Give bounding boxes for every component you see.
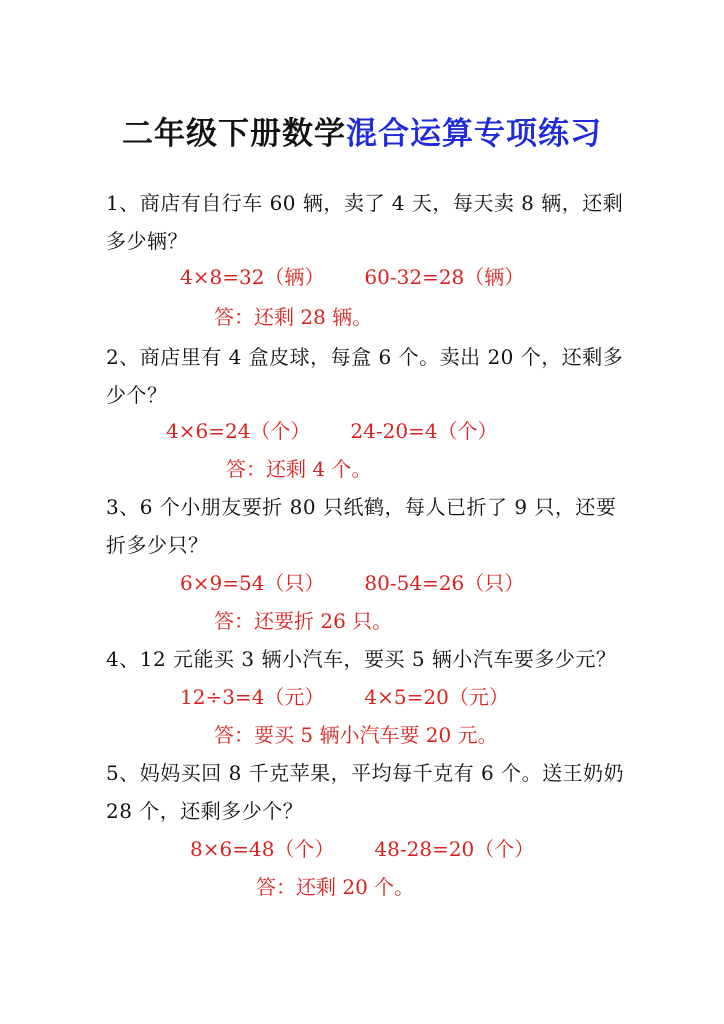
- title-grade-part: 二年级下册数学: [122, 116, 346, 152]
- problem-4-equations: [180, 678, 509, 716]
- problem-1-step-1: 4×8=32（辆）: [180, 265, 325, 289]
- problem-4-answer: 答：要买 5 辆小汽车要 20 元。: [214, 723, 498, 747]
- problem-5-question: 5、妈妈买回 8 千克苹果，平均每千克有 6 个。送王奶奶 28 个，还剩多少个？: [106, 761, 625, 823]
- problem-4-question: 4、12 元能买 3 辆小汽车，要买 5 辆小汽车要多少元？: [106, 647, 617, 671]
- problem-1-equations: [180, 258, 524, 296]
- title-topic-part: 混合运算专项练习: [346, 116, 602, 152]
- problem-3-step-1: 6×9=54（只）: [180, 571, 325, 595]
- problem-4-step-1: 12÷3=4（元）: [180, 685, 325, 709]
- problem-2-equations: [166, 412, 498, 450]
- problem-1-question: 1、商店有自行车 60 辆，卖了 4 天，每天卖 8 辆，还剩多少辆？: [106, 191, 624, 253]
- problem-3-answer: 答：还要折 26 只。: [214, 609, 393, 633]
- problem-5-step-1: 8×6=48（个）: [190, 837, 335, 861]
- problem-2-step-1: 4×6=24（个）: [166, 419, 311, 443]
- problem-3-question: 3、6 个小朋友要折 80 只纸鹤，每人已折了 9 只，还要折多少只？: [106, 495, 617, 557]
- problem-5-step-2: 48-28=20（个）: [374, 837, 535, 861]
- problem-2-question: 2、商店里有 4 盒皮球，每盒 6 个。卖出 20 个，还剩多少个？: [106, 345, 624, 407]
- problem-5-equations: [190, 830, 534, 868]
- problem-4-step-2: 4×5=20（元）: [364, 685, 509, 709]
- problem-2-answer: 答：还剩 4 个。: [226, 457, 372, 481]
- problem-5-answer: 答：还剩 20 个。: [256, 875, 415, 899]
- problem-1-step-2: 60-32=28（辆）: [364, 265, 525, 289]
- problem-1-answer: 答：还剩 28 辆。: [214, 305, 373, 329]
- problem-2-step-2: 24-20=4（个）: [350, 419, 498, 443]
- problem-3-step-2: 80-54=26（只）: [364, 571, 525, 595]
- problem-3-equations: [180, 564, 524, 602]
- page-title: [0, 112, 724, 156]
